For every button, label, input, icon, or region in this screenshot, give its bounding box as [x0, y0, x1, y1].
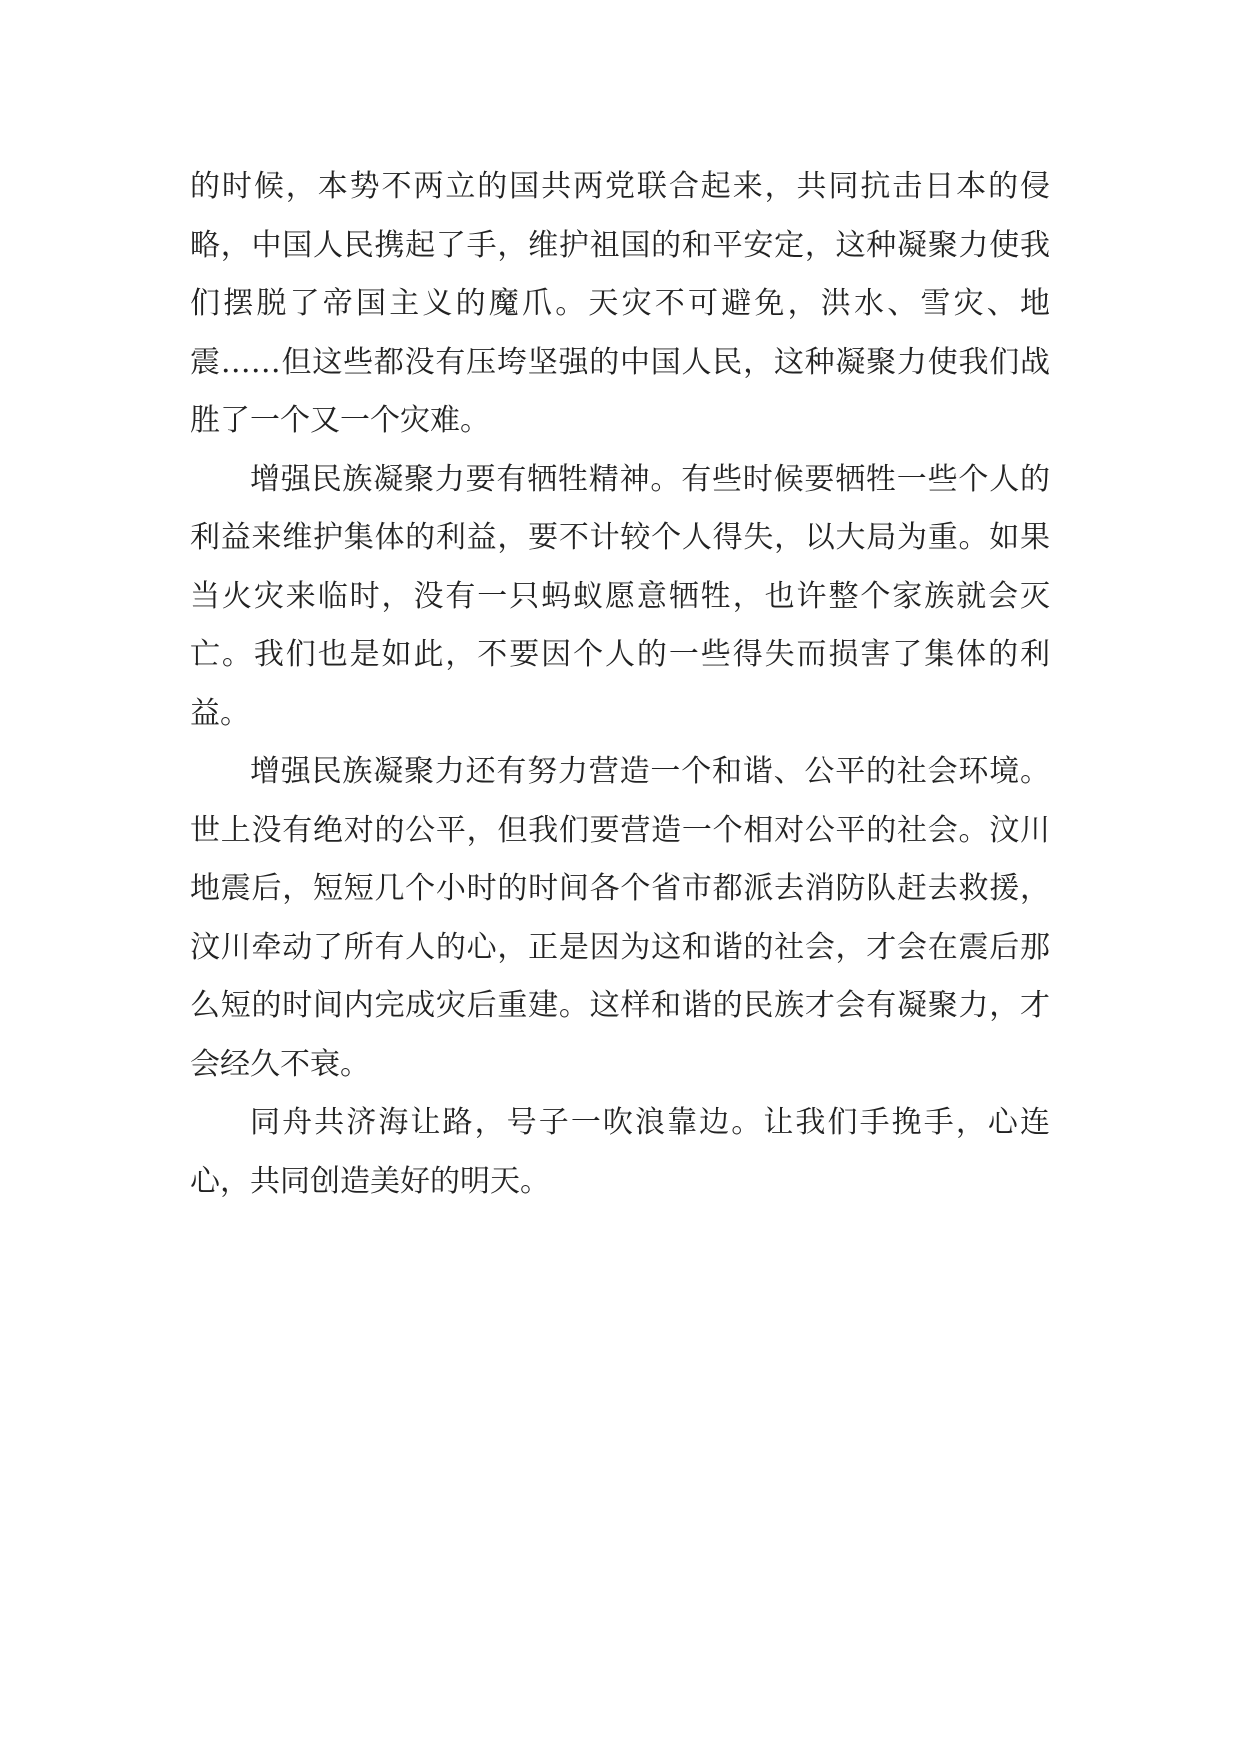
paragraph-2: 增强民族凝聚力要有牺牲精神。有些时候要牺牲一些个人的利益来维护集体的利益，要不计较个人得失，以大局为重。如果当火灾来临时，没有一只蚂蚁愿意牺牲，也许整个家族就会灭亡。我们也是如此，不要因个人的一些得失而损害了集体的利益。	[190, 461, 1050, 731]
paragraph-1: 的时候，本势不两立的国共两党联合起来，共同抗击日本的侵略，中国人民携起了手，维护祖国的和平安定，这种凝聚力使我们摆脱了帝国主义的魔爪。天灾不可避免，洪水、雪灾、地震……但这些都没有压垮坚强的中国人民，这种凝聚力使我们战胜了一个又一个灾难。	[190, 169, 1050, 438]
paragraph-3: 增强民族凝聚力还有努力营造一个和谐、公平的社会环境。世上没有绝对的公平，但我们要营造一个相对公平的社会。汶川地震后，短短几个小时的时间各个省市都派去消防队赶去救援，汶川牵动了所有人的心，正是因为这和谐的社会，才会在震后那么短的时间内完成灾后重建。这样和谐的民族才会有凝聚力，才会经久不衰。	[190, 754, 1050, 1082]
body-text	[190, 158, 1050, 1211]
paragraph-4: 同舟共济海让路，号子一吹浪靠边。让我们手挽手，心连心，共同创造美好的明天。	[190, 1105, 1050, 1199]
